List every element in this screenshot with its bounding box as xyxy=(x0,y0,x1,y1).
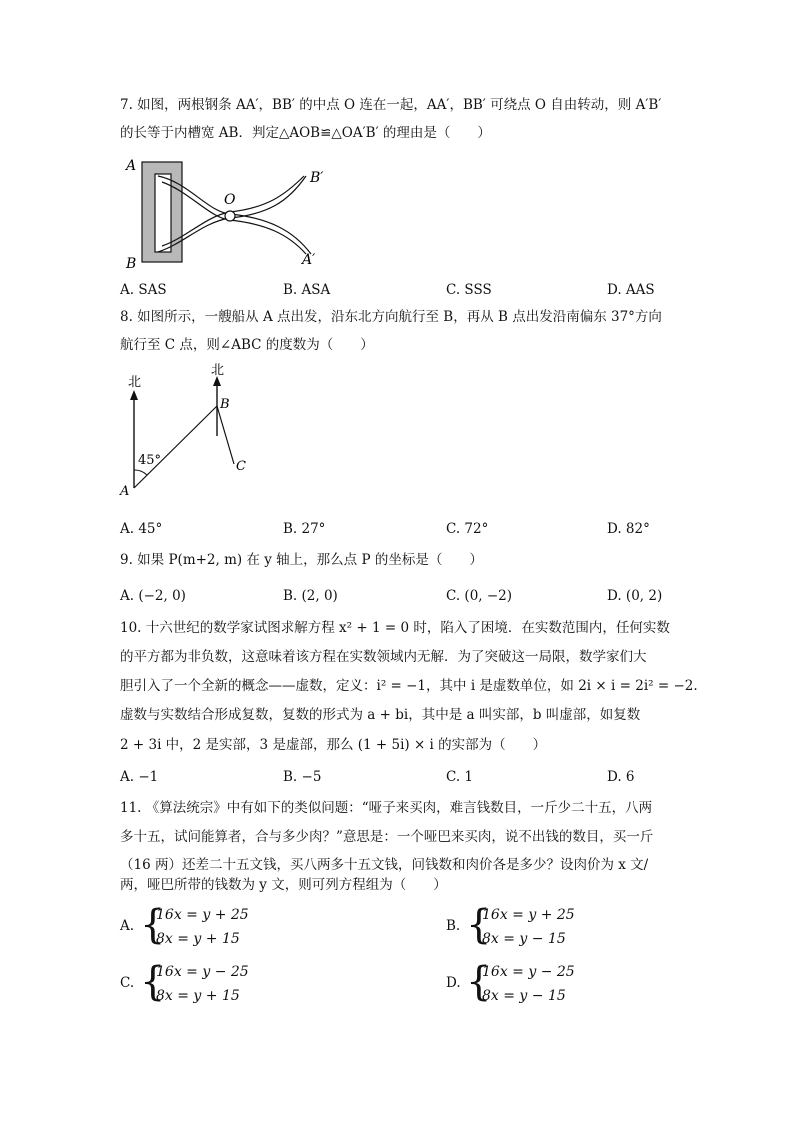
q10-stem-line4: 虚数与实数结合形成复数，复数的形式为 a + bi，其中是 a 叫实部，b 叫虚部，如复数 xyxy=(120,707,641,723)
q10-stem-line5: 2 + 3i 中，2 是实部，3 是虚部，那么 (1 + 5i) × i 的实部为（ ） xyxy=(120,737,547,753)
q7-option-c[interactable]: C. SSS xyxy=(446,282,492,298)
q8-angle-arc xyxy=(134,470,147,475)
q10-option-a[interactable]: A. −1 xyxy=(120,769,159,785)
q10-stem-line3: 胆引入了一个全新的概念——虚数，定义：i² = −1，其中 i 是虚数单位，如 2i × i = 2i² = −2. xyxy=(120,678,698,694)
q10-option-b[interactable]: B. −5 xyxy=(283,769,322,785)
q7-label-o: O xyxy=(224,192,236,208)
q11-stem-line3: （16 两）还差二十五文钱，买八两多十五文钱，问钱数和肉价各是多少？设肉价为 x 文/ xyxy=(120,857,649,873)
q11-option-b-eq1: 16x = y + 25 xyxy=(482,907,575,923)
q11-option-b-eq2: 8x = y − 15 xyxy=(482,931,566,947)
q7-label-a: A xyxy=(126,158,137,174)
q8-segment-bc xyxy=(217,406,234,464)
q7-stem-line2: 的长等于内槽宽 AB．判定△AOB≌△OA′B′ 的理由是（ ） xyxy=(120,125,491,141)
q11-option-d-label: D. xyxy=(446,975,461,991)
q11-option-a-eq2: 8x = y + 15 xyxy=(156,931,240,947)
q9-option-c[interactable]: C. (0, −2) xyxy=(446,588,513,604)
q8-north-arrow-a xyxy=(130,390,138,400)
q7-label-a-prime: A′ xyxy=(302,252,316,268)
q10-option-c[interactable]: C. 1 xyxy=(446,769,474,785)
q11-option-d-eq1: 16x = y − 25 xyxy=(482,964,575,980)
q11-option-a-label: A. xyxy=(120,918,135,934)
q8-stem-line1: 8. 如图所示，一艘船从 A 点出发，沿东北方向航行至 B，再从 B 点出发沿南偏东 37°方向 xyxy=(120,309,662,325)
q8-option-b[interactable]: B. 27° xyxy=(283,521,326,537)
q8-segment-ab xyxy=(134,406,217,488)
q10-option-d[interactable]: D. 6 xyxy=(607,769,635,785)
q8-option-d[interactable]: D. 82° xyxy=(607,521,650,537)
q7-option-b[interactable]: B. ASA xyxy=(283,282,331,298)
q11-option-b[interactable]: B. { 16x = y + 25 8x = y − 15 xyxy=(446,902,575,948)
q11-option-c-label: C. xyxy=(120,975,135,991)
q8-stem-line2: 航行至 C 点，则∠ABC 的度数为（ ） xyxy=(120,337,374,353)
q9-option-a[interactable]: A. (−2, 0) xyxy=(120,588,186,604)
q8-label-a: A xyxy=(120,484,130,499)
q8-option-a[interactable]: A. 45° xyxy=(120,521,163,537)
q8-label-c: C xyxy=(236,459,246,474)
q11-stem-line1: 11. 《算法统宗》中有如下的类似问题：“哑子来买肉，难言钱数目，一斤少二十五，八两 xyxy=(120,800,653,816)
q11-option-d[interactable]: D. { 16x = y − 25 8x = y − 15 xyxy=(446,959,575,1005)
q7-label-b: B xyxy=(126,256,137,272)
q8-option-c[interactable]: C. 72° xyxy=(446,521,489,537)
q8-north-label-b: 北 xyxy=(211,363,225,378)
q11-option-d-eq2: 8x = y − 15 xyxy=(482,988,566,1004)
q11-option-a[interactable]: A. { 16x = y + 25 8x = y + 15 xyxy=(120,902,249,948)
q7-figure xyxy=(118,152,348,274)
q9-option-b[interactable]: B. (2, 0) xyxy=(283,588,338,604)
q8-angle-label: 45° xyxy=(138,453,162,468)
q11-option-c-eq2: 8x = y + 15 xyxy=(156,988,240,1004)
q7-option-a[interactable]: A. SAS xyxy=(120,282,167,298)
q7-label-b-prime: B′ xyxy=(310,170,324,186)
q11-option-c-eq1: 16x = y − 25 xyxy=(156,964,249,980)
q11-option-a-eq1: 16x = y + 25 xyxy=(156,907,249,923)
q10-stem-line2: 的平方都为非负数，这意味着该方程在实数领域内无解．为了突破这一局限，数学家们大 xyxy=(120,649,647,665)
q11-option-c[interactable]: C. { 16x = y − 25 8x = y + 15 xyxy=(120,959,249,1005)
q9-stem: 9. 如果 P(m+2, m) 在 y 轴上，那么点 P 的坐标是（ ） xyxy=(120,552,483,568)
q11-stem-line4: 两，哑巴所带的钱数为 y 文，则可列方程组为（ ） xyxy=(120,877,447,893)
q8-north-label-a: 北 xyxy=(128,375,142,390)
q11-stem-line2: 多十五，试问能算者，合与多少肉？”意思是：一个哑巴来买肉，说不出钱的数目，买一斤 xyxy=(120,829,654,845)
q7-stem-line1: 7. 如图，两根钢条 AA′，BB′ 的中点 O 连在一起，AA′，BB′ 可绕点 O 自由转动，则 A′B′ xyxy=(120,97,662,113)
q9-option-d[interactable]: D. (0, 2) xyxy=(607,588,663,604)
q8-label-b: B xyxy=(220,397,230,412)
q11-option-b-label: B. xyxy=(446,918,461,934)
q7-pivot-o xyxy=(225,211,235,221)
q7-option-d[interactable]: D. AAS xyxy=(607,282,655,298)
q10-stem-line1: 10. 十六世纪的数学家试图求解方程 x² + 1 = 0 时，陷入了困境．在实数范围内，任何实数 xyxy=(120,620,670,636)
q7-inner-slot xyxy=(155,174,171,252)
q8-figure xyxy=(118,360,268,508)
